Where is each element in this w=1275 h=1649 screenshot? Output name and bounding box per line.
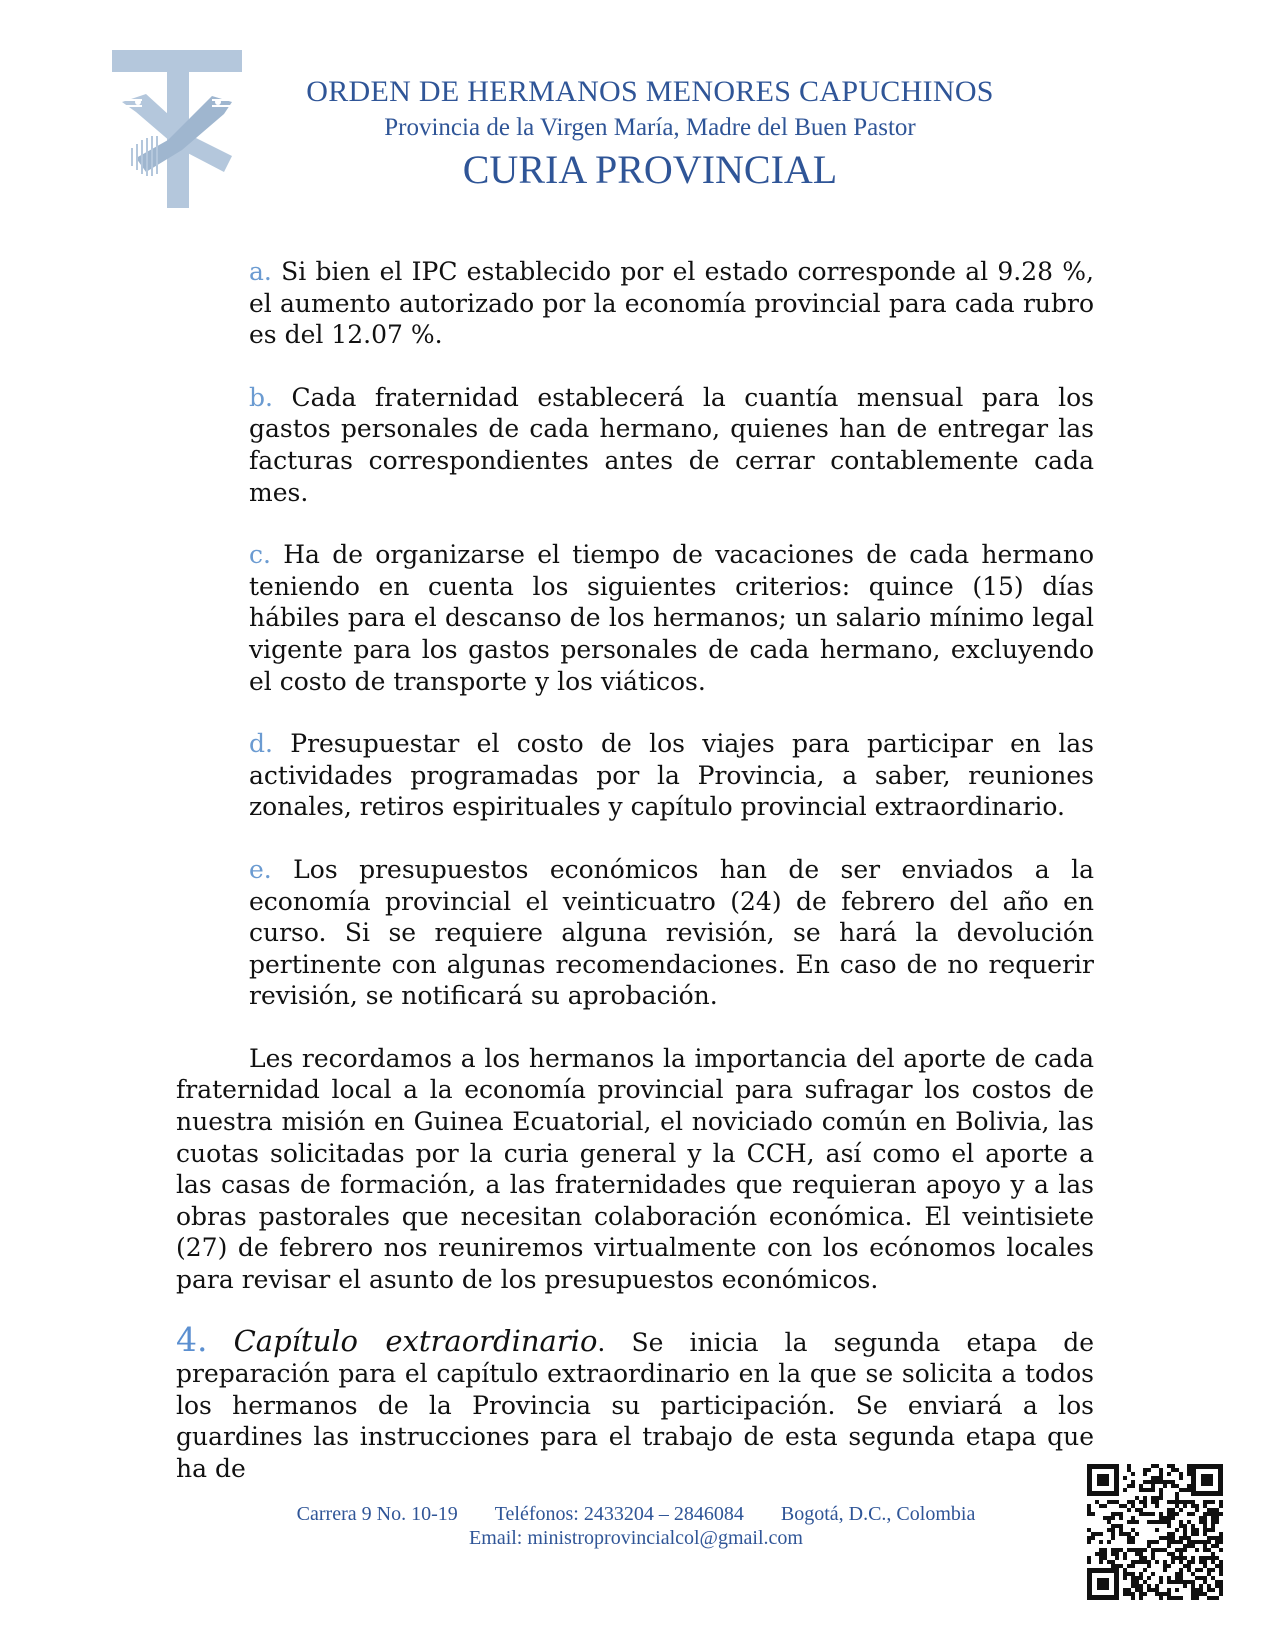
list-item-a — [249, 256, 1094, 351]
footer-email: Email: ministroprovincialcol@gmail.com — [469, 1527, 803, 1549]
footer-phones: Teléfonos: 2433204 – 2846084 — [494, 1503, 744, 1525]
item-marker: e. — [249, 854, 272, 884]
item-text: Ha de organizarse el tiempo de vacaciones de cada hermano teniendo en cuenta los siguientes criterios: quince (15) días hábiles para el descanso de los hermanos; un salario mínimo legal vigente para los gastos personales de cada hermano, excluyendo el costo de transporte y los viáticos. — [249, 540, 1094, 696]
qr-code — [1087, 1464, 1223, 1600]
footer-city: Bogotá, D.C., Colombia — [780, 1503, 976, 1525]
reminder-paragraph: Les recordamos a los hermanos la importancia del aporte de cada fraternidad local a la economía provincial para sufragar los costos de nuestra misión en Guinea Ecuatorial, el noviciado común en Bolivia, las cuotas solicitadas por la curia general y la CCH, así como el aporte a las casas de formación, a las fraternidades que requieran apoyo y a las obras pastorales que necesitan colaboración económica. El veintisiete (27) de febrero nos reuniremos virtualmente con los ecónomos locales para revisar el asunto de los presupuestos económicos. — [176, 1043, 1094, 1295]
province-name: Provincia de la Virgen María, Madre del Buen Pastor — [384, 114, 916, 141]
tau-logo — [112, 50, 250, 208]
list-item-d — [249, 728, 1094, 823]
item-marker: d. — [249, 729, 273, 759]
footer — [176, 1502, 1096, 1550]
section-number: 4. — [176, 1319, 208, 1359]
item-marker: b. — [249, 382, 273, 412]
curia-title: CURIA PROVINCIAL — [462, 147, 838, 192]
list-item-e — [249, 854, 1094, 1012]
section-4 — [176, 1319, 1094, 1485]
list-item-c — [249, 539, 1094, 697]
section-text: . Se inicia la segunda etapa de preparación para el capítulo extraordinario en la que se solicita a todos los hermanos de la Provincia su participación. Se enviará a los guardines las instrucciones para el trabajo de esta segunda etapa que ha de — [176, 1327, 1094, 1483]
item-text: Los presupuestos económicos han de ser enviados a la economía provincial el veinticuatro (24) de febrero del año en curso. Si se requiere alguna revisión, se hará la devolución pertinente con algunas recomendaciones. En caso de no requerir revisión, se notificará su aprobación. — [249, 854, 1094, 1011]
item-text: Cada fraternidad establecerá la cuantía mensual para los gastos personales de cada hermano, quienes han de entregar las facturas correspondientes antes de cerrar contablemente cada mes. — [249, 382, 1094, 507]
item-text: Si bien el IPC establecido por el estado corresponde al 9.28 %, el aumento autorizado por la economía provincial para cada rubro es del 12.07 %. — [249, 257, 1094, 350]
item-marker: a. — [249, 257, 272, 286]
section-title: Capítulo extraordinario — [233, 1323, 598, 1358]
item-text: Presupuestar el costo de los viajes para participar en las actividades programadas por la Provincia, a saber, reuniones zonales, retiros espirituales y capítulo provincial extraordinario. — [249, 729, 1094, 822]
document-body — [176, 256, 1094, 1485]
letterhead — [260, 74, 1040, 194]
list-item-b — [249, 382, 1094, 508]
order-name: ORDEN DE HERMANOS MENORES CAPUCHINOS — [306, 75, 994, 108]
footer-address: Carrera 9 No. 10-19 — [296, 1503, 458, 1525]
item-marker: c. — [249, 540, 271, 570]
